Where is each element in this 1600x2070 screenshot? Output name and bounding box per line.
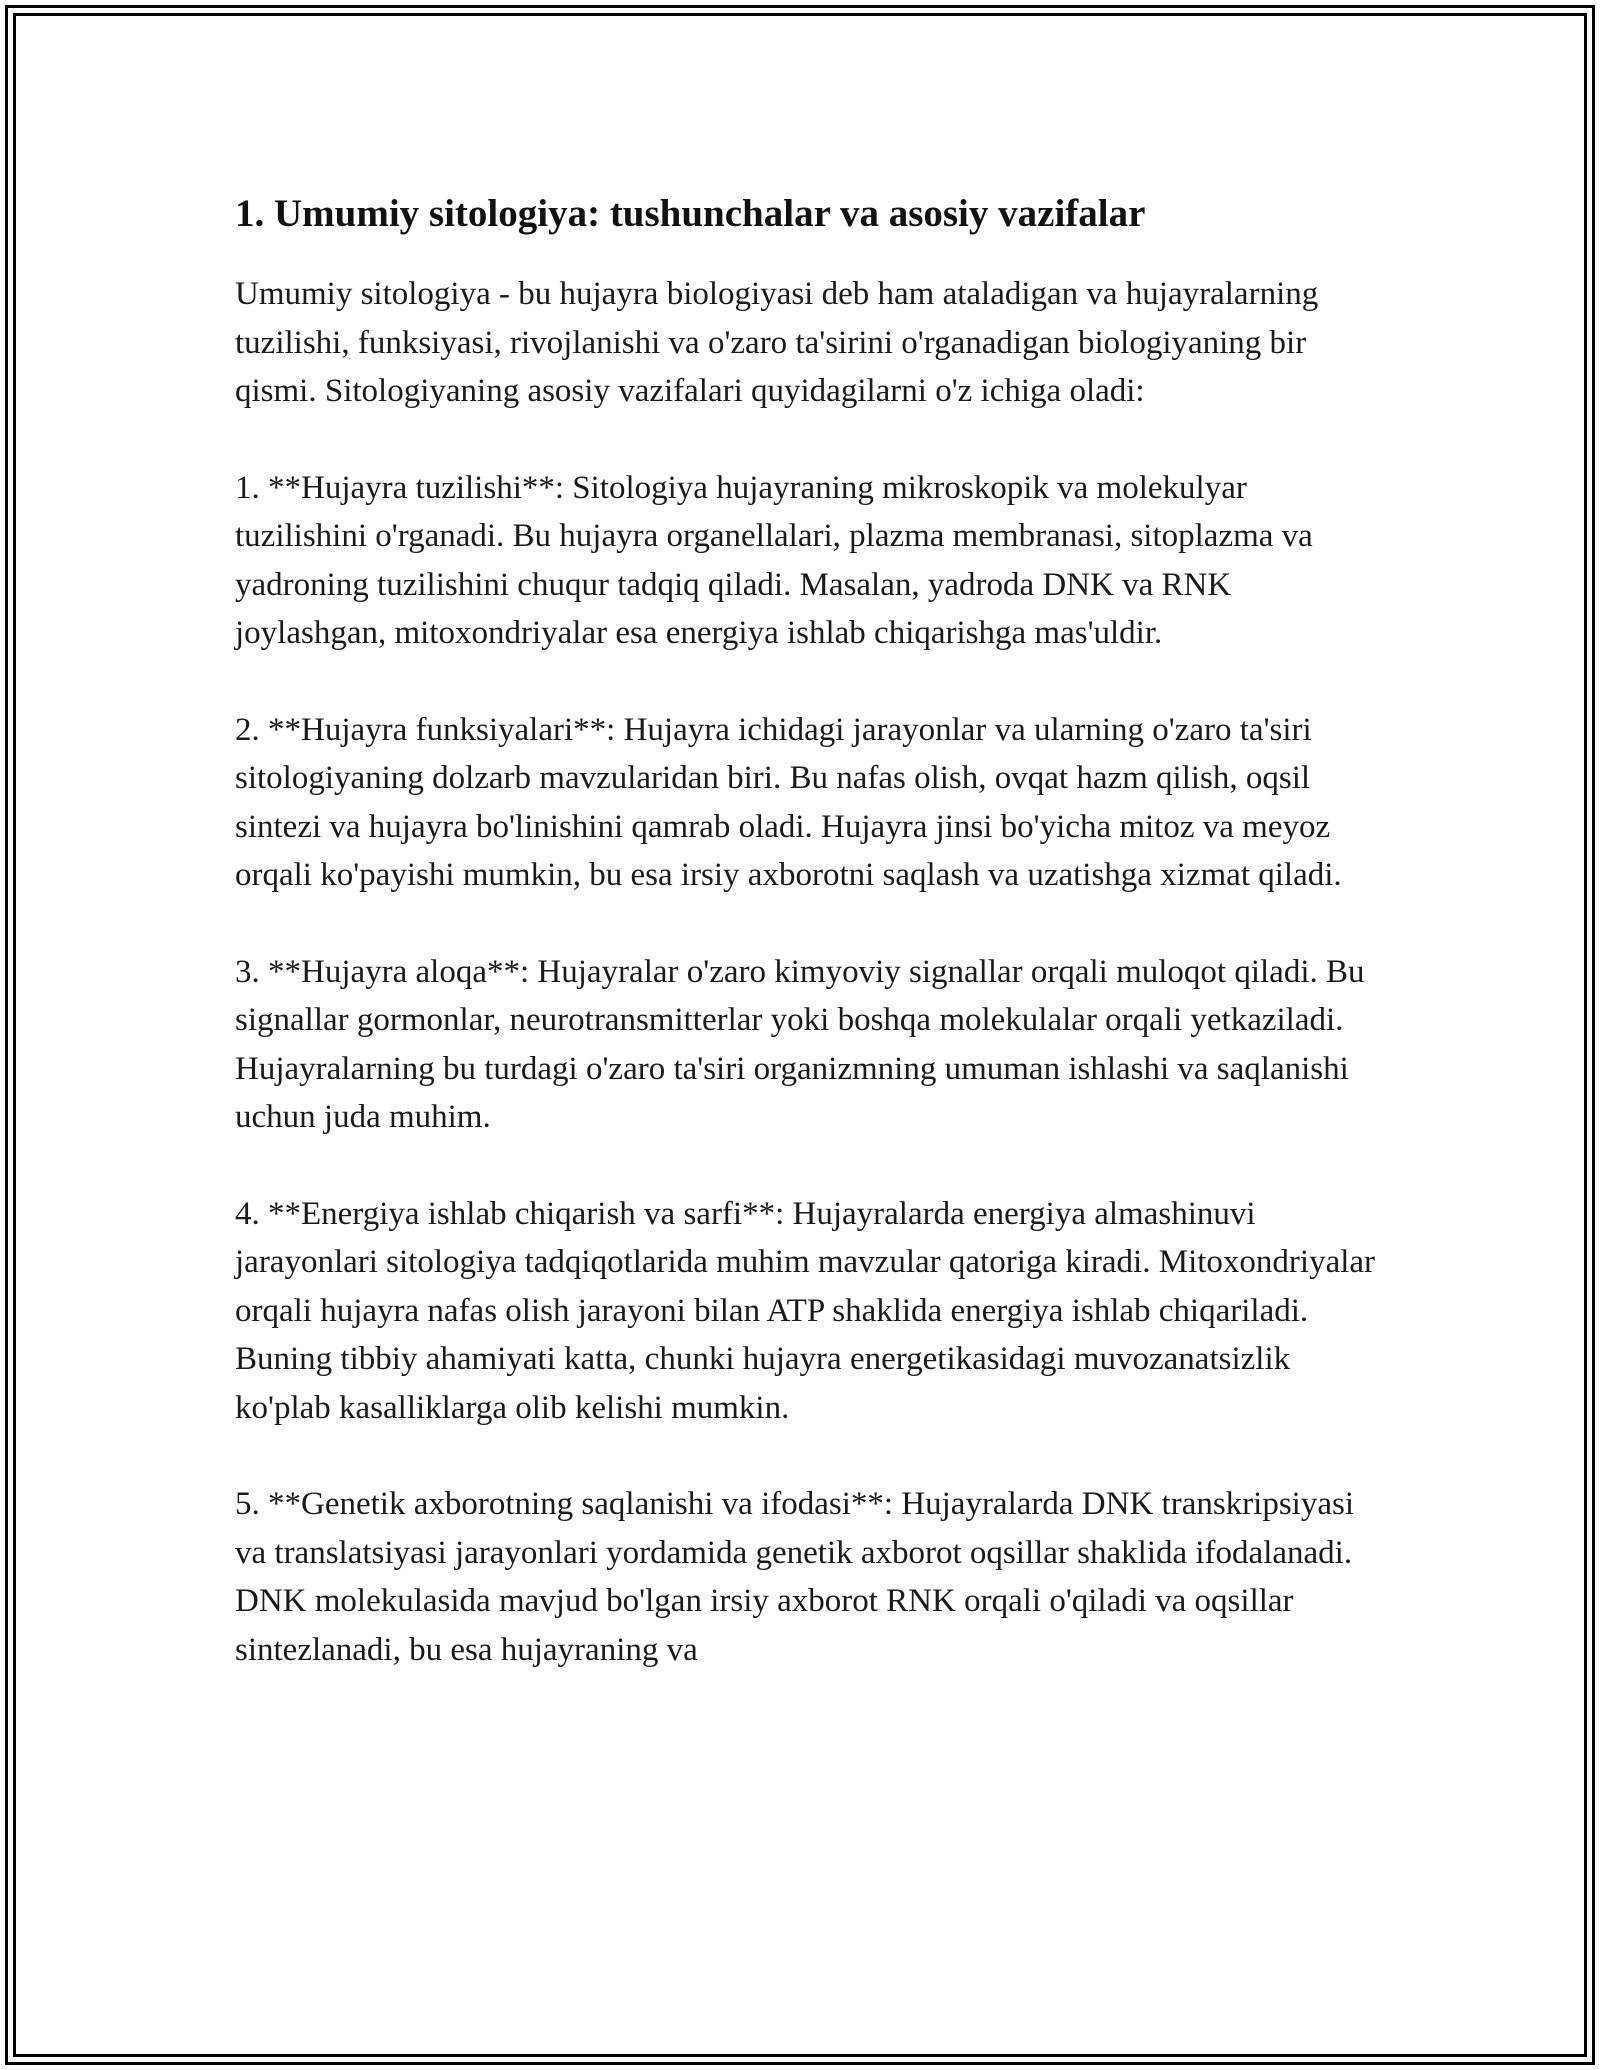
paragraph-genetic-information: 5. **Genetik axborotning saqlanishi va ifodasi**: Hujayralarda DNK transkripsiyasi va translatsiyasi jarayonlari yordamida genetik axborot oqsillar shaklida ifodalanadi. DNK molekulasida mavjud bo'lgan irsiy axborot RNK orqali o'qiladi va oqsillar sintezlanadi, bu esa hujayraning va <box>235 1486 1355 1668</box>
paragraph-energy: 4. **Energiya ishlab chiqarish va sarfi**: Hujayralarda energiya almashinuvi jarayonlari sitologiya tadqiqotlarida muhim mavzular qatoriga kiradi. Mitoxondriyalar orqali hujayra nafas olish jarayoni bilan ATP shaklida energiya ishlab chiqariladi. Buning tibbiy ahamiyati katta, chunki hujayra energetikasidagi muvozanatsizlik ko'plab kasalliklarga olib kelishi mumkin. <box>235 1195 1376 1426</box>
document-body <box>235 188 1375 1722</box>
intro-paragraph: Umumiy sitologiya - bu hujayra biologiyasi deb ham ataladigan va hujayralarning tuzilishi, funksiyasi, rivojlanishi va o'zaro ta'sirini o'rganadigan biologiyaning bir qismi. Sitologiyaning asosiy vazifalari quyidagilarni o'z ichiga oladi: <box>235 276 1319 409</box>
paragraph-cell-communication: 3. **Hujayra aloqa**: Hujayralar o'zaro kimyoviy signallar orqali muloqot qiladi. Bu signallar gormonlar, neurotransmitterlar yoki boshqa molekulalar orqali yetkaziladi. Hujayralarning bu turdagi o'zaro ta'siri organizmning umuman ishlashi va saqlanishi uchun juda muhim. <box>235 953 1365 1135</box>
paragraph-cell-functions: 2. **Hujayra funksiyalari**: Hujayra ichidagi jarayonlar va ularning o'zaro ta'siri sitologiyaning dolzarb mavzularidan biri. Bu nafas olish, ovqat hazm qilish, oqsil sintezi va hujayra bo'linishini qamrab oladi. Hujayra jinsi bo'yicha mitoz va meyoz orqali ko'payishi mumkin, bu esa irsiy axborotni saqlash va uzatishga xizmat qiladi. <box>235 711 1342 893</box>
paragraph-cell-structure: 1. **Hujayra tuzilishi**: Sitologiya hujayraning mikroskopik va molekulyar tuzilishini o'rganadi. Bu hujayra organellalari, plazma membranasi, sitoplazma va yadroning tuzilishini chuqur tadqiq qiladi. Masalan, yadroda DNK va RNK joylashgan, mitoxondriyalar esa energiya ishlab chiqarishga mas'uldir. <box>235 469 1313 651</box>
document-title: 1. Umumiy sitologiya: tushunchalar va asosiy vazifalar <box>235 192 1146 235</box>
